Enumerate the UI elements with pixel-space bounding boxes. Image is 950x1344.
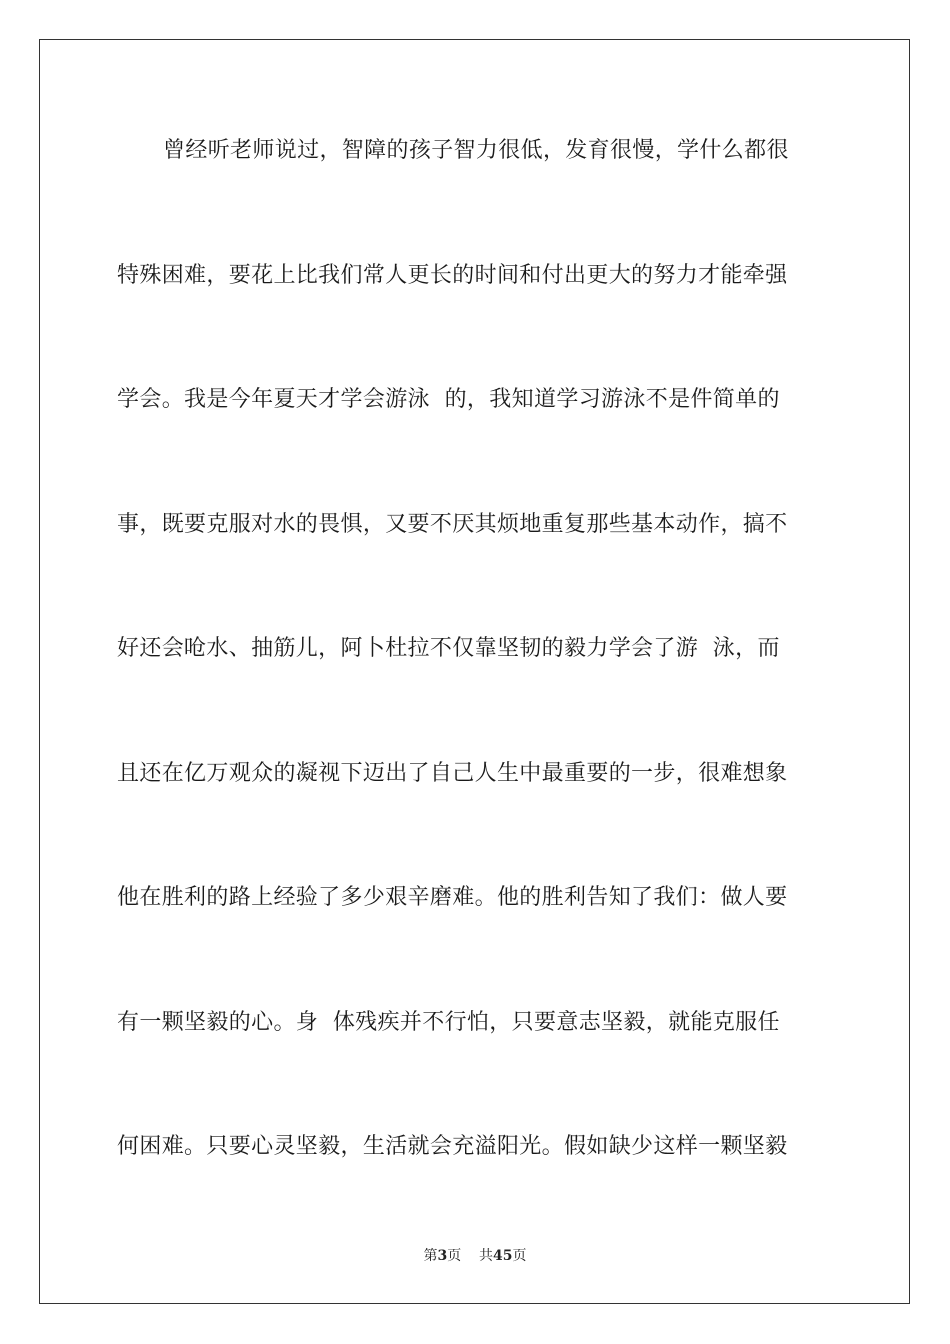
paragraph-line: 有一颗坚毅的心。身 体残疾并不行怕，只要意志坚毅，就能克服任 xyxy=(117,1010,780,1035)
page-label-prefix: 第 xyxy=(423,1248,438,1264)
paragraph-line: 事，既要克服对水的畏惧，又要不厌其烦地重复那些基本动作，搞不 xyxy=(117,512,788,537)
page-label-suffix: 页 xyxy=(447,1248,462,1264)
page-footer xyxy=(0,1247,950,1265)
paragraph-line: 他在胜利的路上经验了多少艰辛磨难。他的胜利告知了我们：做人要 xyxy=(117,885,788,910)
paragraph-line: 好还会呛水、抽筋儿，阿卜杜拉不仅靠坚韧的毅力学会了游 泳，而 xyxy=(117,636,780,661)
paragraph-line: 何困难。只要心灵坚毅，生活就会充溢阳光。假如缺少这样一颗坚毅 xyxy=(117,1134,788,1159)
page-border xyxy=(39,39,910,1304)
paragraph-line: 学会。我是今年夏天才学会游泳 的，我知道学习游泳不是件简单的 xyxy=(117,387,780,412)
paragraph-line: 且还在亿万观众的凝视下迈出了自己人生中最重要的一步，很难想象 xyxy=(117,761,788,786)
paragraph-line: 特殊困难，要花上比我们常人更长的时间和付出更大的努力才能牵强 xyxy=(117,263,788,288)
page-number: 3 xyxy=(437,1248,448,1264)
total-label-prefix: 共 xyxy=(479,1248,494,1264)
total-pages: 45 xyxy=(493,1248,513,1264)
paragraph-line: 曾经听老师说过，智障的孩子智力很低，发育很慢，学什么都很 xyxy=(163,138,789,163)
total-label-suffix: 页 xyxy=(512,1248,527,1264)
